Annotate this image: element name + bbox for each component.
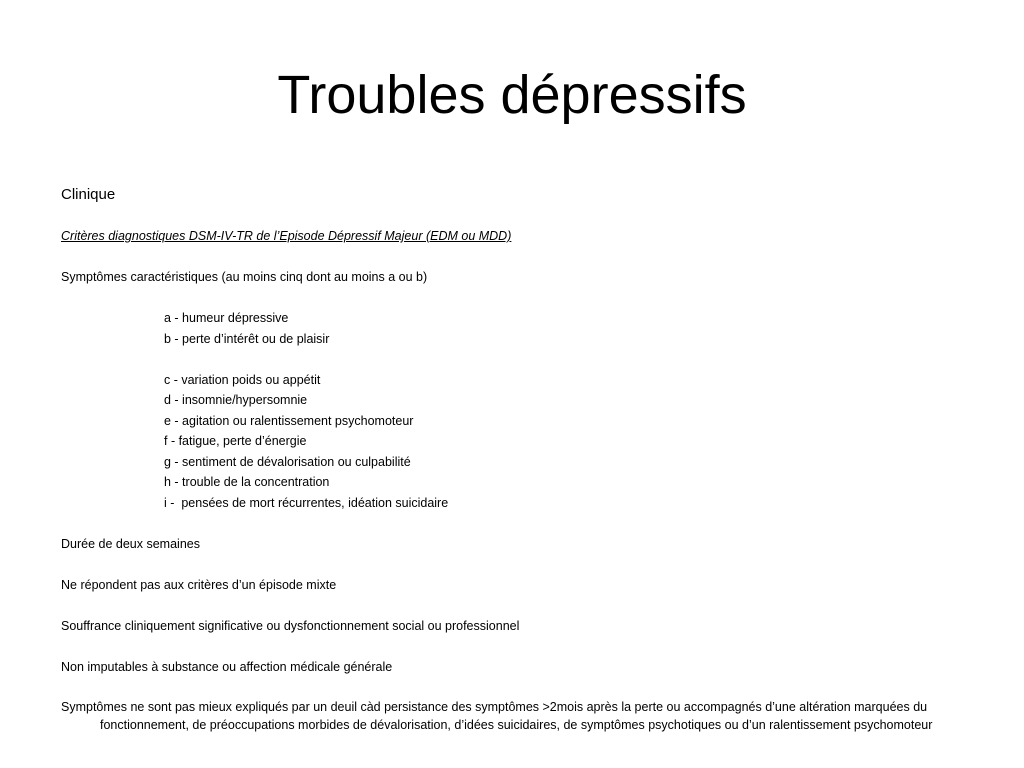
- spacer: [61, 349, 971, 370]
- criteria-title: Critères diagnostiques DSM-IV-TR de l’Episode Dépressif Majeur (EDM ou MDD): [61, 229, 512, 243]
- criterion-substance: Non imputables à substance ou affection médicale générale: [61, 659, 393, 674]
- symptoms-intro: Symptômes caractéristiques (au moins cinq dont au moins a ou b): [61, 270, 428, 284]
- section-heading: Clinique: [61, 186, 116, 203]
- criterion-mixed-episode: Ne répondent pas aux critères d’un épisode mixte: [61, 577, 337, 592]
- spacer: [61, 513, 971, 534]
- criterion-distress: Souffrance cliniquement significative ou dysfonctionnement social ou professionnel: [61, 618, 520, 633]
- symptom-item: f - fatigue, perte d’énergie: [164, 434, 307, 448]
- criterion-bereavement: Symptômes ne sont pas mieux expliqués par un deuil càd persistance des symptômes >2mois après la perte ou accompagnés d’une altération marquées du fonctionnement, de préoccupations morbides de dévalorisation, d’idées suicidaires, de symptômes psychotiques ou d’un ralentissement psychomoteur: [61, 699, 933, 732]
- symptom-item: c - variation poids ou appétit: [164, 372, 321, 387]
- criterion-duration: Durée de deux semaines: [61, 536, 200, 551]
- spacer: [61, 677, 971, 698]
- symptom-item: d - insomnie/hypersomnie: [164, 393, 308, 407]
- spacer: [61, 554, 971, 575]
- spacer: [61, 288, 971, 309]
- slide-body: [61, 185, 971, 734]
- symptom-item: i - pensées de mort récurrentes, idéation suicidaire: [164, 495, 449, 510]
- symptom-item: b - perte d’intérêt ou de plaisir: [164, 331, 330, 346]
- slide-title: Troubles dépressifs: [277, 65, 747, 125]
- symptom-item: e - agitation ou ralentissement psychomoteur: [164, 413, 414, 428]
- spacer: [61, 595, 971, 616]
- symptom-item: a - humeur dépressive: [164, 311, 289, 325]
- symptom-item: h - trouble de la concentration: [164, 475, 330, 489]
- symptom-item: g - sentiment de dévalorisation ou culpabilité: [164, 454, 411, 469]
- spacer: [61, 636, 971, 657]
